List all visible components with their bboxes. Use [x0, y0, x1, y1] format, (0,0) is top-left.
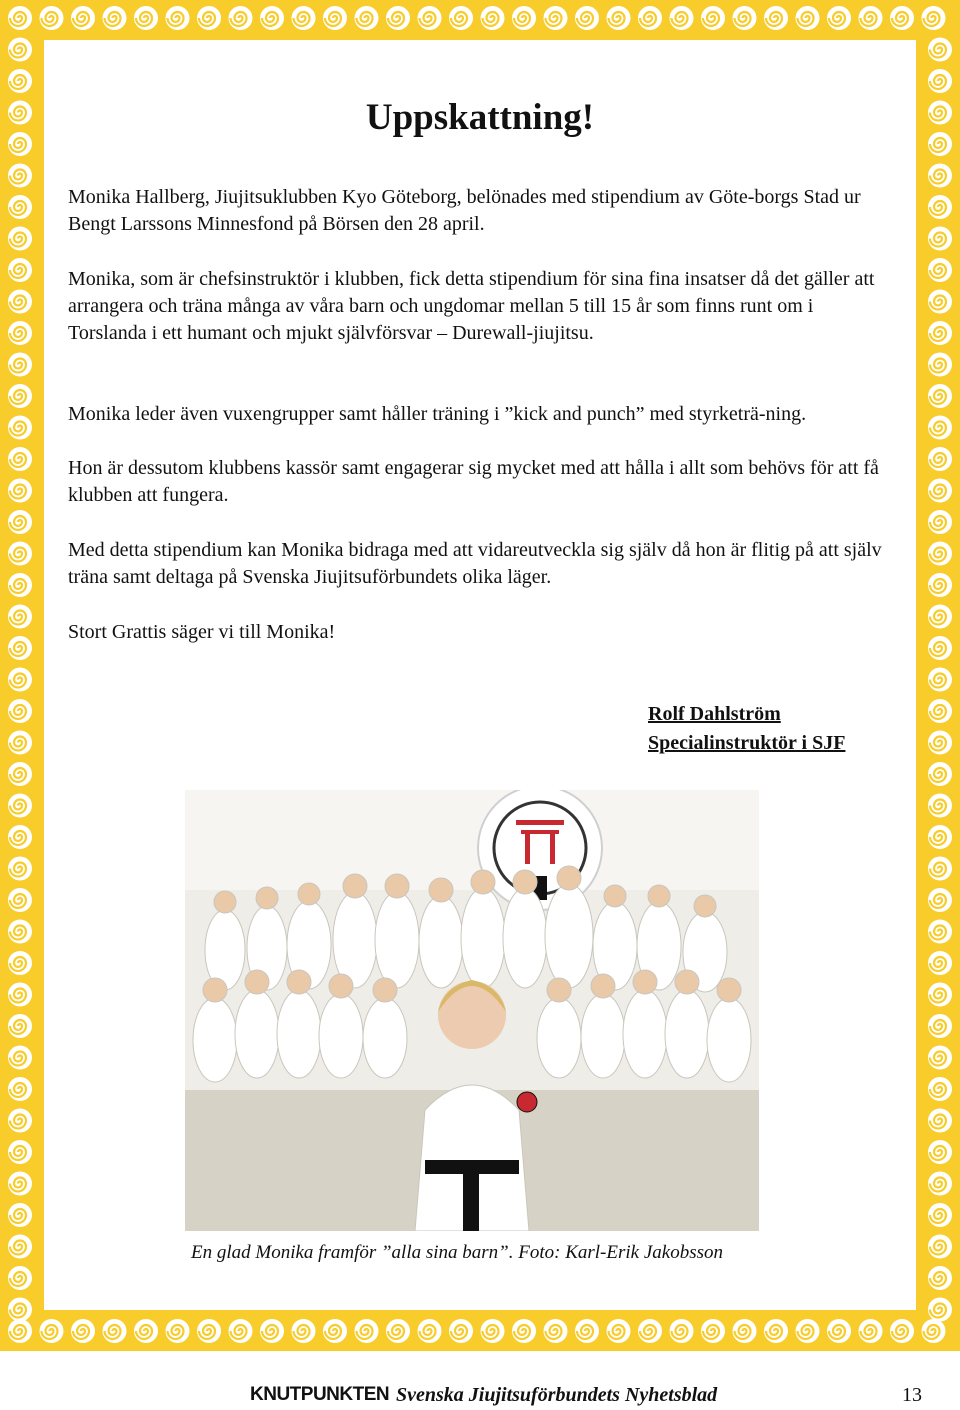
swirl-ornament — [8, 1172, 32, 1196]
swirl-ornament — [8, 1266, 32, 1290]
swirl-ornament — [928, 573, 952, 597]
swirl-ornament — [928, 825, 952, 849]
swirl-ornament — [733, 6, 757, 30]
swirl-ornament — [701, 1319, 725, 1343]
swirl-ornament — [71, 6, 95, 30]
swirl-ornament — [859, 1319, 883, 1343]
swirl-ornament — [8, 636, 32, 660]
swirl-ornament — [928, 668, 952, 692]
swirl-ornament — [40, 1319, 64, 1343]
swirl-ornament — [928, 479, 952, 503]
swirl-ornament — [8, 258, 32, 282]
swirl-ornament — [386, 6, 410, 30]
swirl-ornament — [8, 164, 32, 188]
swirl-ornament — [796, 1319, 820, 1343]
swirl-ornament — [928, 258, 952, 282]
swirl-ornament — [928, 636, 952, 660]
swirl-ornament — [8, 888, 32, 912]
paragraph-congrats: Stort Grattis säger vi till Monika! — [68, 621, 336, 643]
swirl-ornament — [8, 38, 32, 62]
swirl-ornament — [449, 6, 473, 30]
swirl-ornament — [607, 6, 631, 30]
swirl-ornament — [928, 227, 952, 251]
swirl-ornament — [8, 668, 32, 692]
swirl-ornament — [827, 1319, 851, 1343]
swirl-ornament — [928, 857, 952, 881]
swirl-ornament — [40, 6, 64, 30]
swirl-ornament — [8, 951, 32, 975]
swirl-ornament — [8, 479, 32, 503]
swirl-ornament — [8, 542, 32, 566]
swirl-ornament — [928, 1203, 952, 1227]
swirl-ornament — [8, 605, 32, 629]
paragraph-treasurer: Hon är dessutom klubbens kassör samt engagerar sig mycket med att hålla i allt som behövs för att få klubben att fungera. — [68, 457, 879, 506]
signature-role: Specialinstruktör i SJF — [648, 732, 846, 754]
swirl-ornament — [8, 321, 32, 345]
swirl-ornament — [8, 1140, 32, 1164]
swirl-ornament — [512, 1319, 536, 1343]
swirl-ornament — [8, 416, 32, 440]
swirl-ornament — [292, 1319, 316, 1343]
swirl-ornament — [103, 1319, 127, 1343]
swirl-ornament — [8, 1014, 32, 1038]
swirl-ornament — [8, 825, 32, 849]
swirl-ornament — [8, 762, 32, 786]
swirl-ornament — [8, 794, 32, 818]
swirl-ornament — [928, 983, 952, 1007]
swirl-ornament — [928, 1172, 952, 1196]
swirl-ornament — [670, 6, 694, 30]
swirl-ornament — [764, 6, 788, 30]
swirl-ornament — [418, 1319, 442, 1343]
footer-publication: Svenska Jiujitsuförbundets Nyhetsblad — [396, 1384, 718, 1406]
swirl-ornament — [8, 1235, 32, 1259]
swirl-ornament — [928, 38, 952, 62]
swirl-ornament — [827, 6, 851, 30]
swirl-ornament — [670, 1319, 694, 1343]
swirl-ornament — [8, 69, 32, 93]
swirl-ornament — [928, 1014, 952, 1038]
swirl-ornament — [8, 983, 32, 1007]
swirl-ornament — [928, 321, 952, 345]
swirl-ornament — [928, 794, 952, 818]
swirl-ornament — [928, 1298, 952, 1322]
signature-name: Rolf Dahlström — [648, 703, 781, 725]
swirl-ornament — [386, 1319, 410, 1343]
swirl-ornament — [928, 1046, 952, 1070]
swirl-ornament — [355, 1319, 379, 1343]
paragraph-instructor: Monika, som är chefsinstruktör i klubben, fick detta stipendium för sina fina insatser då det gäller att arrangera och träna många av våra barn och ungdomar mellan 5 till 15 år som finns runt om i Torslanda i ett humant och mjukt självförsvar – Durewall-jiujitsu. — [68, 268, 875, 344]
article-title: Uppskattning! — [365, 97, 595, 138]
swirl-ornament — [8, 447, 32, 471]
swirl-ornament — [260, 6, 284, 30]
swirl-ornament — [8, 857, 32, 881]
swirl-ornament — [928, 1140, 952, 1164]
paragraph-adult-groups: Monika leder även vuxengrupper samt håller träning i ”kick and punch” med styrketrä-ning. — [68, 403, 807, 425]
swirl-ornament — [8, 699, 32, 723]
swirl-ornament — [8, 1203, 32, 1227]
swirl-ornament — [8, 731, 32, 755]
swirl-ornament — [928, 353, 952, 377]
swirl-ornament — [134, 1319, 158, 1343]
swirl-ornament — [575, 1319, 599, 1343]
page-footer — [0, 1384, 960, 1410]
swirl-ornament — [928, 164, 952, 188]
swirl-ornament — [292, 6, 316, 30]
swirl-ornament — [481, 6, 505, 30]
swirl-ornament — [859, 6, 883, 30]
swirl-ornament — [928, 762, 952, 786]
swirl-ornament — [8, 227, 32, 251]
swirl-ornament — [8, 6, 32, 30]
swirl-ornament — [134, 6, 158, 30]
swirl-ornament — [928, 699, 952, 723]
swirl-ornament — [8, 353, 32, 377]
swirl-ornament — [890, 6, 914, 30]
swirl-ornament — [638, 1319, 662, 1343]
photo-caption: En glad Monika framför ”alla sina barn”. Foto: Karl-Erik Jakobsson — [191, 1242, 723, 1263]
swirl-ornament — [928, 542, 952, 566]
swirl-ornament — [166, 1319, 190, 1343]
swirl-ornament — [355, 6, 379, 30]
swirl-ornament — [928, 1266, 952, 1290]
swirl-ornament — [928, 605, 952, 629]
swirl-ornament — [103, 6, 127, 30]
swirl-ornament — [8, 195, 32, 219]
swirl-ornament — [512, 6, 536, 30]
group-photo — [185, 790, 759, 1231]
swirl-ornament — [928, 195, 952, 219]
swirl-ornament — [764, 1319, 788, 1343]
swirl-ornament — [928, 447, 952, 471]
swirl-ornament — [197, 1319, 221, 1343]
swirl-ornament — [197, 6, 221, 30]
footer-brand: KNUTPUNKTEN — [250, 1384, 390, 1405]
swirl-ornament — [928, 1235, 952, 1259]
club-logo — [478, 790, 602, 910]
swirl-ornament — [928, 69, 952, 93]
swirl-ornament — [890, 1319, 914, 1343]
swirl-ornament — [544, 6, 568, 30]
swirl-ornament — [733, 1319, 757, 1343]
swirl-ornament — [260, 1319, 284, 1343]
swirl-ornament — [922, 6, 946, 30]
swirl-ornament — [928, 920, 952, 944]
swirl-ornament — [928, 731, 952, 755]
swirl-ornament — [8, 510, 32, 534]
swirl-ornament — [575, 6, 599, 30]
swirl-ornament — [166, 6, 190, 30]
swirl-ornament — [928, 384, 952, 408]
paragraph-stipend-use: Med detta stipendium kan Monika bidraga med att vidareutveckla sig själv då hon är flitig på att själv träna samt deltaga på Svenska Jiujitsuförbundets olika läger. — [68, 539, 882, 588]
swirl-ornament — [928, 1109, 952, 1133]
page-number: 13 — [902, 1384, 922, 1406]
swirl-ornament — [8, 1298, 32, 1322]
swirl-ornament — [922, 1319, 946, 1343]
swirl-ornament — [418, 6, 442, 30]
swirl-ornament — [8, 1046, 32, 1070]
swirl-ornament — [701, 6, 725, 30]
swirl-ornament — [928, 888, 952, 912]
swirl-ornament — [71, 1319, 95, 1343]
swirl-ornament — [8, 1077, 32, 1101]
swirl-ornament — [229, 6, 253, 30]
swirl-ornament — [323, 6, 347, 30]
swirl-ornament — [796, 6, 820, 30]
swirl-ornament — [928, 290, 952, 314]
swirl-ornament — [544, 1319, 568, 1343]
swirl-ornament — [928, 510, 952, 534]
swirl-ornament — [323, 1319, 347, 1343]
swirl-ornament — [928, 416, 952, 440]
swirl-ornament — [449, 1319, 473, 1343]
swirl-ornament — [8, 573, 32, 597]
paragraph-award: Monika Hallberg, Jiujitsuklubben Kyo Göteborg, belönades med stipendium av Göte-borgs Stad ur Bengt Larssons Minnesfond på Börsen den 28 april. — [68, 186, 861, 235]
swirl-ornament — [8, 384, 32, 408]
swirl-ornament — [638, 6, 662, 30]
swirl-ornament — [928, 951, 952, 975]
swirl-ornament — [229, 1319, 253, 1343]
swirl-ornament — [481, 1319, 505, 1343]
swirl-ornament — [928, 1077, 952, 1101]
swirl-ornament — [8, 1319, 32, 1343]
swirl-ornament — [607, 1319, 631, 1343]
swirl-ornament — [8, 1109, 32, 1133]
swirl-ornament — [8, 290, 32, 314]
swirl-ornament — [8, 920, 32, 944]
